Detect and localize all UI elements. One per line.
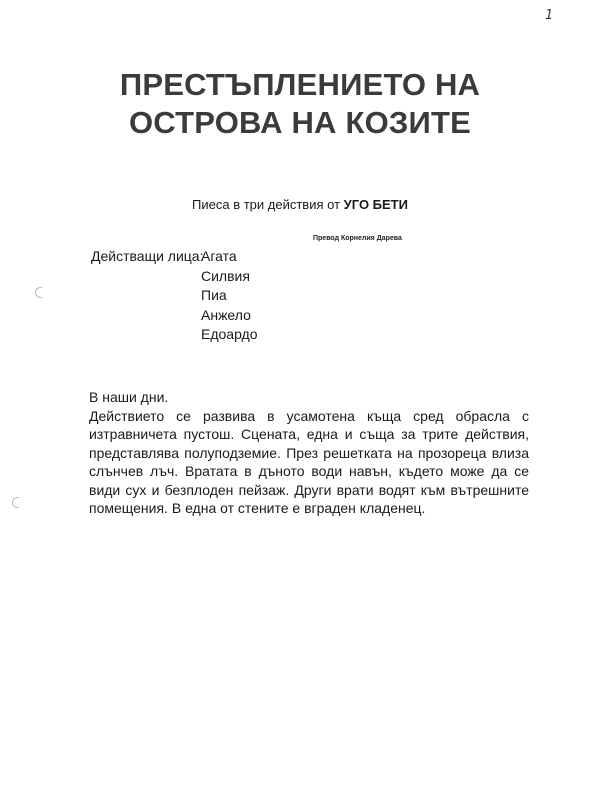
subtitle-prefix: Пиеса в три действия от: [192, 197, 341, 212]
translator-credit: Превод Корнелия Дарева: [313, 235, 402, 242]
author-name: УГО БЕТИ: [343, 197, 408, 212]
cast-item: Агата: [201, 248, 237, 264]
cast-item: Пиа: [201, 287, 227, 303]
title-line-2: ОСТРОВА НА КОЗИТЕ: [128, 105, 472, 140]
binder-hole-mark: [35, 287, 42, 298]
cast-item: Едоардо: [201, 326, 258, 342]
setting-intro: В наши дни.: [89, 389, 169, 405]
setting-description: Действието се развива в усамотена къща сред обрасла с изтравничета пустош. Сцената, една и съща за трите действия, представлява полуподземие. През решетката на прозореца влиза слънчев лъч. Вратата в дъното води навън, където може да се види сух и безплоден пейзаж. Други врати водят към вътрешните помещения. В една от стените е вграден кладенец.: [89, 407, 529, 516]
cast-item: Анжело: [201, 306, 251, 323]
page-number: 1: [545, 8, 554, 23]
cast-list: [201, 247, 258, 345]
setting-block: [89, 388, 529, 518]
document-title: [0, 66, 600, 142]
cast-item: Силвия: [201, 267, 250, 284]
binder-hole-mark: [12, 497, 19, 508]
title-line-1: ПРЕСТЪПЛЕНИЕТО НА: [119, 67, 481, 102]
subtitle: [0, 197, 600, 212]
cast-label: Действащи лица:: [91, 248, 204, 264]
